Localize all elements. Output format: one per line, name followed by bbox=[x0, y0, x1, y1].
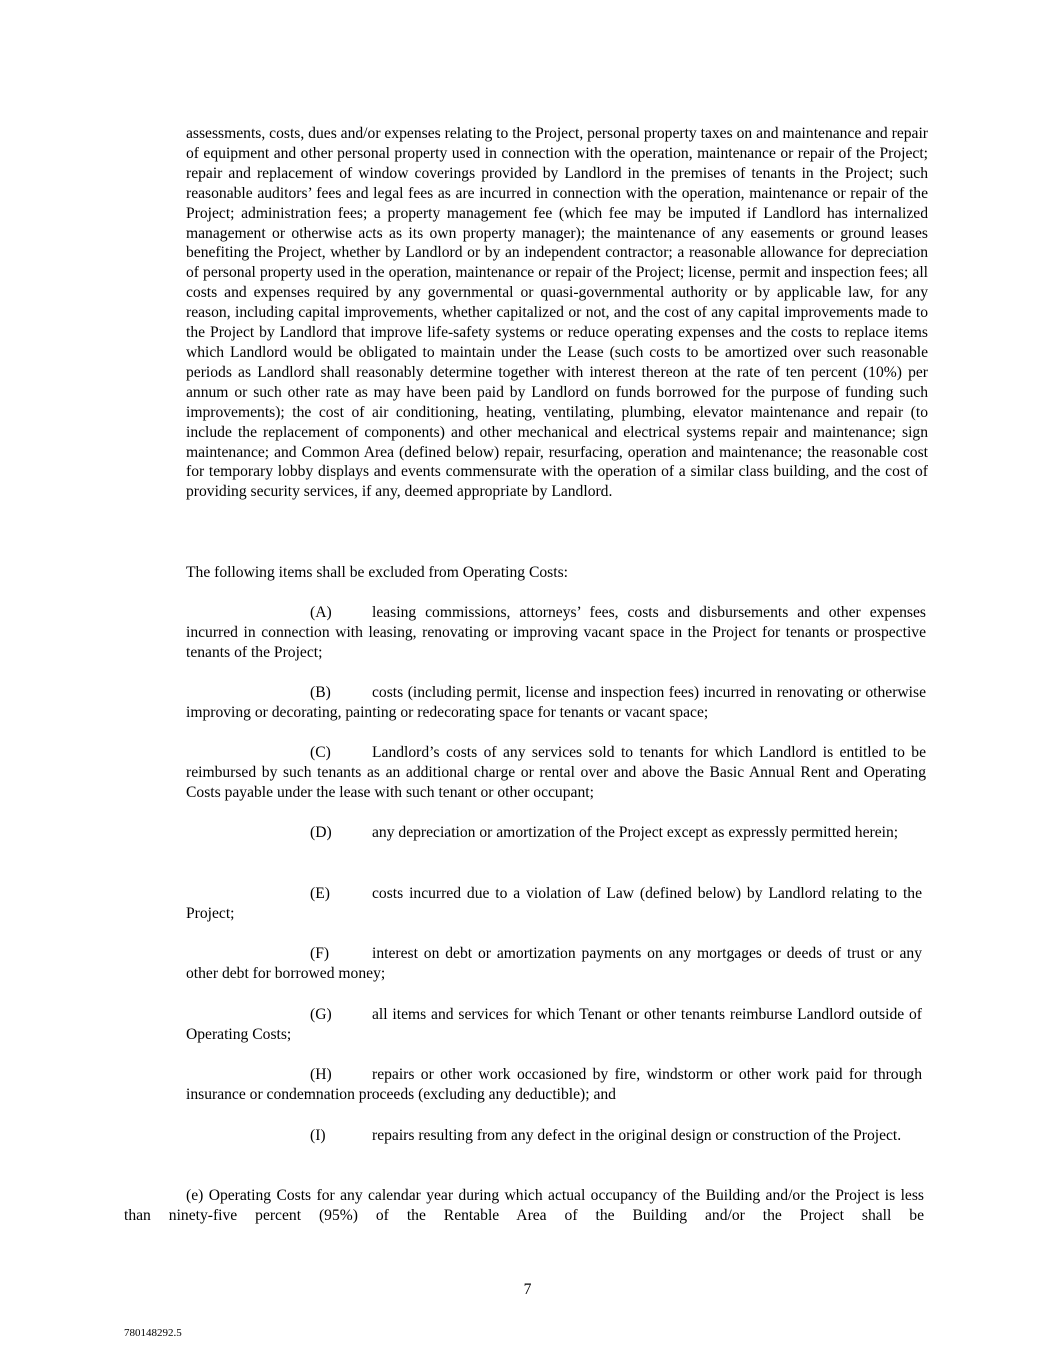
exclusion-item-f bbox=[186, 944, 922, 984]
exclusion-text: all items and services for which Tenant or other tenants reimburse Landlord outside of Operating Costs; bbox=[186, 1006, 922, 1043]
exclusion-label: (D) bbox=[310, 824, 332, 841]
exclusion-item-c bbox=[186, 743, 926, 803]
exclusion-text: repairs resulting from any defect in the original design or construction of the Project. bbox=[372, 1127, 902, 1144]
exclusion-text: Landlord’s costs of any services sold to tenants for which Landlord is entitled to be reimbursed by such tenants as an additional charge or rental over and above the Basic Annual Rent and Operating Costs payable under the lease with such tenant or other occupant; bbox=[186, 744, 926, 801]
exclusion-item-d bbox=[186, 823, 920, 843]
exclusions-heading: The following items shall be excluded from Operating Costs: bbox=[186, 564, 568, 581]
page-number: 7 bbox=[523, 1281, 532, 1298]
exclusion-label: (H) bbox=[310, 1066, 332, 1083]
exclusion-text: repairs or other work occasioned by fire, windstorm or other work paid for through insurance or condemnation proceeds (excluding any deductible); and bbox=[186, 1066, 922, 1103]
document-id: 780148292.5 bbox=[124, 1327, 182, 1339]
exclusion-text: interest on debt or amortization payments on any mortgages or deeds of trust or any other debt for borrowed money; bbox=[186, 945, 922, 982]
exclusion-item-i bbox=[186, 1126, 922, 1146]
exclusion-label: (F) bbox=[310, 945, 330, 962]
exclusion-item-b bbox=[186, 683, 926, 723]
exclusion-label: (B) bbox=[310, 684, 331, 701]
exclusion-text: leasing commissions, attorneys’ fees, costs and disbursements and other expenses incurred in connection with leasing, renovating or improving vacant space in the Project for tenants or prospective tenants of the Project; bbox=[186, 604, 926, 661]
exclusion-label: (G) bbox=[310, 1006, 332, 1023]
exclusion-label: (E) bbox=[310, 885, 330, 902]
section-e-paragraph: (e) Operating Costs for any calendar year during which actual occupancy of the Building and/or the Project is less than ninety-five percent (95%) of the Rentable Area of the Building and/or the Project shall be bbox=[124, 1187, 924, 1224]
exclusion-text: costs (including permit, license and inspection fees) incurred in renovating or otherwise improving or decorating, painting or redecorating space for tenants or vacant space; bbox=[186, 684, 926, 721]
exclusion-item-h bbox=[186, 1065, 922, 1105]
exclusion-item-e bbox=[186, 884, 922, 924]
exclusion-text: costs incurred due to a violation of Law (defined below) by Landlord relating to the Project; bbox=[186, 885, 922, 922]
operating-costs-paragraph: assessments, costs, dues and/or expenses relating to the Project, personal property taxes on and maintenance and repair of equipment and other personal property used in connection with the operation, maintenance or repair of the Project; repair and replacement of window coverings provided by Landlord in the premises of tenants in the Project; such reasonable auditors’ fees and legal fees as are incurred in connection with the operation, maintenance or repair of the Project; administration fees; a property management fee (which fee may be imputed if Landlord has internalized management or otherwise acts as its own property manager); the maintenance of any easements or ground leases benefiting the Project, whether by Landlord or by an independent contractor; a reasonable allowance for depreciation of personal property used in the operation, maintenance or repair of the Project; license, permit and inspection fees; all costs and expenses required by any governmental or quasi-governmental authority or by applicable law, for any reason, including capital improvements, whether capitalized or not, and the cost of any capital improvements made to the Project by Landlord that improve life-safety systems or reduce operating expenses and the costs to replace items which Landlord would be obligated to maintain under the Lease (such costs to be amortized over such reasonable periods as Landlord shall reasonably determine together with interest thereon at the rate of ten percent (10%) per annum or such other rate as may have been paid by Landlord on funds borrowed for the purpose of funding such improvements); the cost of air conditioning, heating, ventilating, plumbing, elevator maintenance and repair (to include the replacement of components) and other mechanical and electrical systems repair and maintenance; sign maintenance; and Common Area (defined below) repair, resurfacing, operation and maintenance; the reasonable cost for temporary lobby displays and events commensurate with the operation of a similar class building, and the cost of providing security services, if any, deemed appropriate by Landlord. bbox=[186, 125, 928, 501]
exclusion-text: any depreciation or amortization of the Project except as expressly permitted herein; bbox=[372, 824, 899, 841]
exclusion-item-a bbox=[186, 603, 926, 663]
exclusion-label: (A) bbox=[310, 604, 332, 621]
exclusion-label: (C) bbox=[310, 744, 331, 761]
exclusion-item-g bbox=[186, 1005, 922, 1045]
exclusion-label: (I) bbox=[310, 1127, 326, 1144]
